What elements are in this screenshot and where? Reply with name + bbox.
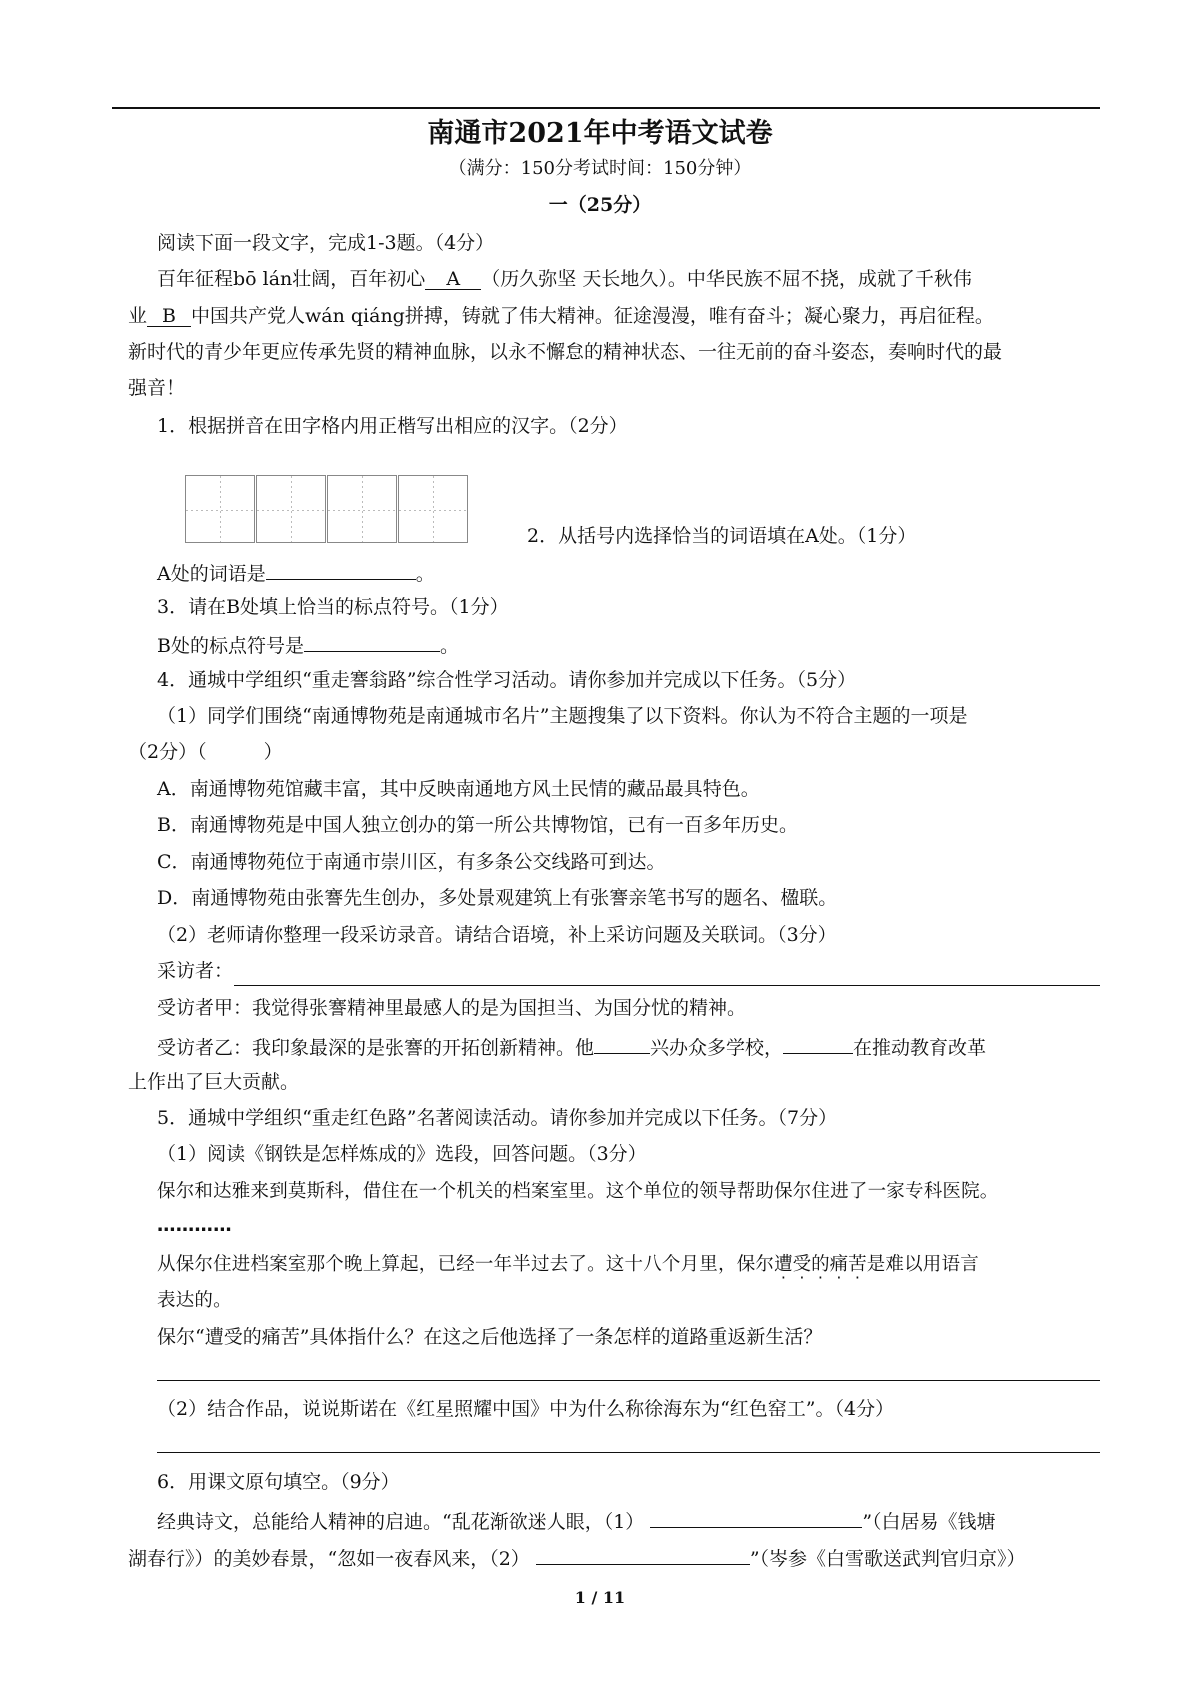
interviewee-b: [157, 1031, 986, 1062]
interviewee-a: 受访者甲：我觉得张謇精神里最感人的是为国担当、为国分忧的精神。: [157, 997, 747, 1019]
question-4-2: （2）老师请你整理一段采访录音。请结合语境，补上采访问题及关联词。（3分）: [157, 924, 837, 946]
option-b: B．南通博物苑是中国人独立创办的第一所公共博物馆，已有一百多年历史。: [157, 814, 798, 836]
question-6: 6．用课文原句填空。（9分）: [157, 1471, 400, 1493]
dotted-char: 苦: [848, 1254, 867, 1275]
conjunction-blank-2[interactable]: [783, 1031, 853, 1054]
passage-text: 百年征程bō lán壮阔，百年初心: [157, 268, 426, 290]
passage-line-4: 强音！: [128, 377, 186, 399]
tian-cell[interactable]: [398, 475, 468, 543]
page-number: 1 / 11: [574, 1588, 626, 1607]
section-heading: 一（25分）: [548, 194, 652, 216]
q6-text: 经典诗文，总能给人精神的启迪。“乱花渐欲迷人眼，（1）: [157, 1511, 645, 1533]
interviewer-answer-line[interactable]: [234, 985, 1100, 986]
question-5-1-prompt: 保尔“遭受的痛苦”具体指什么？在这之后他选择了一条怎样的道路重返新生活？: [157, 1326, 823, 1348]
top-rule: [112, 107, 1100, 109]
q6-text: ”（白居易《钱塘: [862, 1511, 996, 1533]
tian-grid[interactable]: [185, 475, 471, 545]
passage-line-2: [128, 302, 994, 330]
question-4: 4．通城中学组织“重走謇翁路”综合性学习活动。请你参加并完成以下任务。（5分）: [157, 669, 857, 691]
q3-answer-line: [157, 629, 459, 660]
interviewee-b-text: 兴办众多学校，: [650, 1037, 784, 1059]
option-a: A．南通博物苑馆藏丰富，其中反映南通地方风土民情的藏品最具特色。: [157, 778, 760, 800]
excerpt-line-2: [157, 1251, 979, 1279]
q6-line-2: [128, 1542, 1026, 1573]
q6-text: ”（岑参《白雪歌送武判官归京》）: [749, 1548, 1026, 1570]
q3-answer-blank[interactable]: [304, 629, 440, 652]
blank-b: B: [147, 304, 191, 327]
question-4-1-score: （2分）（ ）: [128, 741, 283, 763]
dotted-char: 痛: [829, 1254, 849, 1275]
conjunction-blank-1[interactable]: [594, 1031, 650, 1054]
tian-cell[interactable]: [327, 475, 397, 543]
question-1: 1．根据拼音在田字格内用正楷写出相应的汉字。（2分）: [157, 415, 628, 437]
q3-answer-end: 。: [439, 635, 459, 657]
dotted-char: 的: [811, 1254, 830, 1275]
passage-line-3: 新时代的青少年更应传承先贤的精神血脉，以永不懈怠的精神状态、一往无前的奋斗姿态，奏响时代的最: [128, 341, 1003, 363]
reading-intro: 阅读下面一段文字，完成1-3题。（4分）: [157, 232, 495, 254]
tian-cell[interactable]: [185, 475, 255, 543]
tian-cell[interactable]: [256, 475, 326, 543]
passage-text: （历久弥坚 天长地久）。中华民族不屈不挠，成就了千秋伟: [481, 268, 972, 290]
dotted-char: 受: [792, 1254, 812, 1275]
question-5: 5．通城中学组织“重走红色路”名著阅读活动。请你参加并完成以下任务。（7分）: [157, 1107, 838, 1129]
question-5-2: （2）结合作品，说说斯诺在《红星照耀中国》中为什么称徐海东为“红色窑工”。（4分）: [157, 1398, 895, 1420]
q3-answer-label: B处的标点符号是: [157, 635, 304, 657]
interviewer-label: 采访者：: [157, 960, 234, 982]
excerpt-text: 从保尔住进档案室那个晚上算起，已经一年半过去了。这十八个月里，保尔: [157, 1254, 775, 1275]
exam-subtitle: （满分：150分考试时间：150分钟）: [448, 158, 752, 179]
passage-text: 中国共产党人wán qiáng拼搏，铸就了伟大精神。征途漫漫，唯有奋斗；凝心聚力，再启征程。: [191, 305, 994, 327]
excerpt-ellipsis: …………: [157, 1215, 232, 1236]
interviewee-b-text: 受访者乙：我印象最深的是张謇的开拓创新精神。他: [157, 1037, 595, 1059]
q2-answer-label: A处的词语是: [157, 563, 266, 585]
q2-answer-line: [157, 557, 435, 588]
dotted-char: 遭: [774, 1254, 793, 1275]
blank-a: A: [425, 267, 481, 290]
excerpt-line-1: 保尔和达雅来到莫斯科，借住在一个机关的档案室里。这个单位的领导帮助保尔住进了一家专科医院。: [157, 1181, 999, 1202]
q2-answer-blank[interactable]: [266, 557, 416, 580]
poem-blank-1[interactable]: [650, 1505, 862, 1528]
q6-text: 湖春行》）的美妙春景，“忽如一夜春风来，（2）: [128, 1548, 530, 1570]
passage-text: 业: [128, 305, 148, 327]
excerpt-line-3: 表达的。: [157, 1290, 232, 1311]
question-2: 2．从括号内选择恰当的词语填在A处。（1分）: [527, 525, 917, 547]
excerpt-text: 是难以用语言: [866, 1254, 979, 1275]
q5-1-answer-line[interactable]: [157, 1380, 1100, 1381]
option-c: C．南通博物苑位于南通市崇川区，有多条公交线路可到达。: [157, 851, 666, 873]
poem-blank-2[interactable]: [536, 1542, 750, 1565]
q2-answer-end: 。: [415, 563, 435, 585]
passage-line-1: [157, 265, 972, 293]
q5-2-answer-line[interactable]: [157, 1452, 1100, 1453]
option-d: D．南通博物苑由张謇先生创办，多处景观建筑上有张謇亲笔书写的题名、楹联。: [157, 887, 838, 909]
q6-line-1: [157, 1505, 996, 1536]
dotted-phrase: [774, 1254, 867, 1275]
interviewee-b-cont: 上作出了巨大贡献。: [128, 1071, 300, 1093]
question-5-1: （1）阅读《钢铁是怎样炼成的》选段，回答问题。（3分）: [157, 1143, 647, 1165]
interviewee-b-text: 在推动教育改革: [853, 1037, 987, 1059]
question-4-1: （1）同学们围绕“南通博物苑是南通城市名片”主题搜集了以下资料。你认为不符合主题的一项是: [157, 705, 968, 727]
question-3: 3．请在B处填上恰当的标点符号。（1分）: [157, 596, 509, 618]
exam-title: 南通市2021年中考语文试卷: [427, 118, 773, 149]
